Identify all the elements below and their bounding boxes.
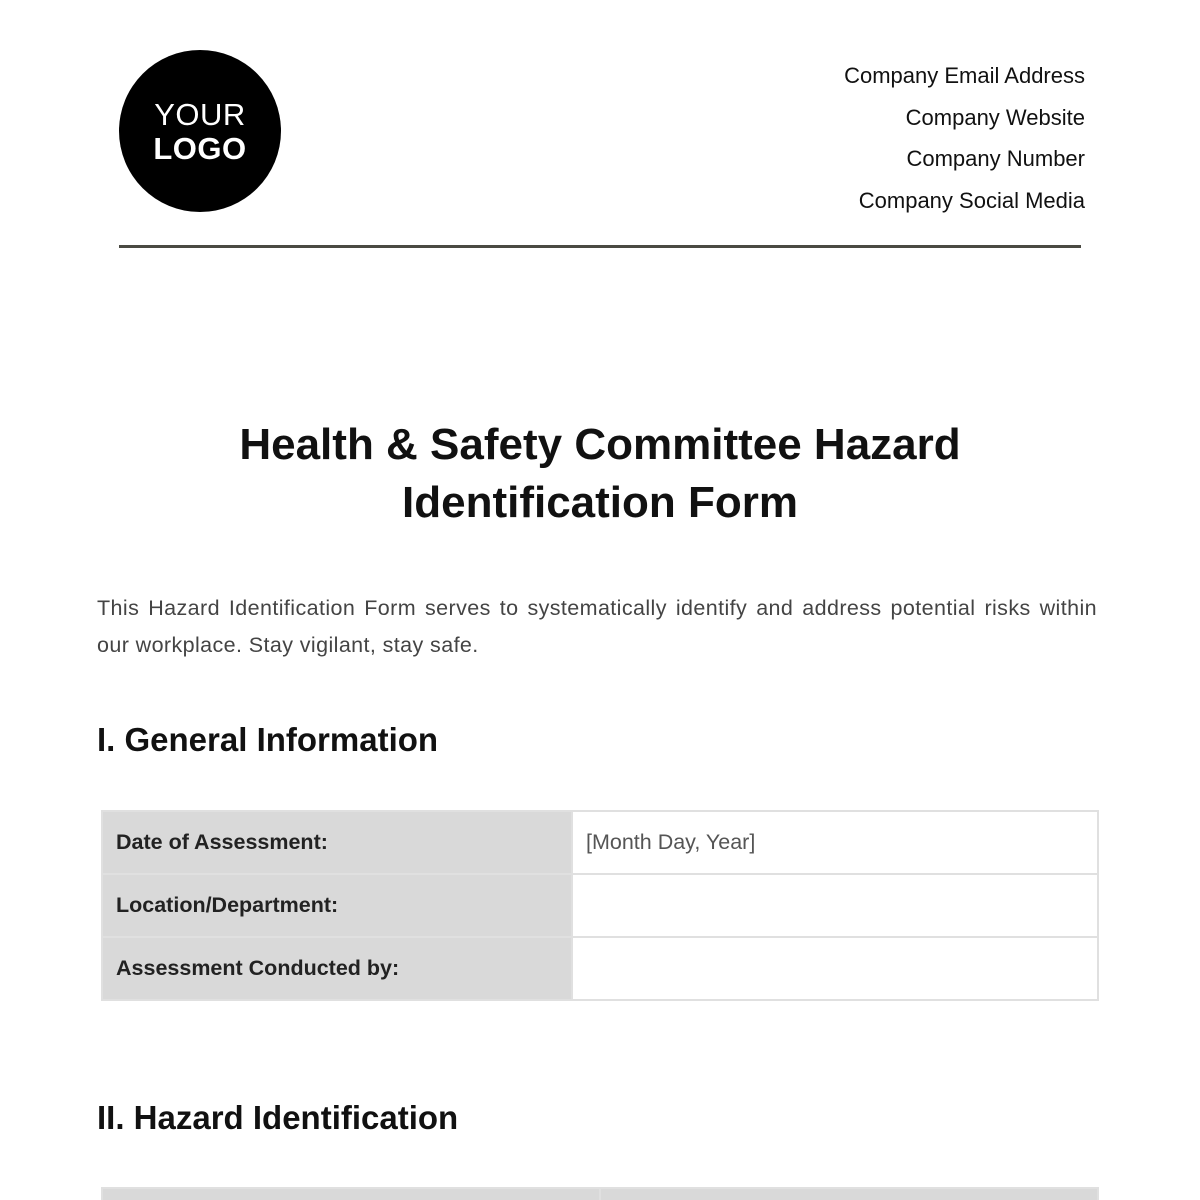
table-row <box>102 937 1098 1000</box>
table-header-cell <box>102 1188 600 1200</box>
date-of-assessment-field[interactable]: [Month Day, Year] <box>572 811 1098 874</box>
logo-text-logo: LOGO <box>153 130 247 166</box>
section-heading-general-information: I. General Information <box>97 721 439 758</box>
general-information-table <box>101 810 1099 1001</box>
company-logo <box>119 50 281 212</box>
section-heading-hazard-identification: II. Hazard Identification <box>97 1099 459 1136</box>
hazard-identification-table <box>101 1187 1099 1200</box>
company-number: Company Number <box>906 146 1085 171</box>
header-divider <box>119 245 1081 248</box>
assessment-conducted-by-field[interactable] <box>572 937 1098 1000</box>
table-header-cell <box>600 1188 1098 1200</box>
table-row <box>102 874 1098 937</box>
table-row <box>102 811 1098 874</box>
date-of-assessment-label: Date of Assessment: <box>102 811 572 874</box>
company-website: Company Website <box>905 104 1085 130</box>
company-email: Company Email Address <box>844 63 1085 88</box>
company-contact-block <box>844 55 1085 221</box>
logo-text-your: YOUR <box>154 96 246 132</box>
document-title: Health & Safety Committee Hazard Identification Form <box>239 420 961 527</box>
intro-paragraph: This Hazard Identification Form serves to systematically identify and address potential risks within our workplace. Stay vigilant, stay safe. <box>97 596 1097 657</box>
location-department-field[interactable] <box>572 874 1098 937</box>
assessment-conducted-by-label: Assessment Conducted by: <box>102 937 572 1000</box>
location-department-label: Location/Department: <box>102 874 572 937</box>
company-social-media: Company Social Media <box>858 187 1085 213</box>
table-header-row <box>102 1188 1098 1200</box>
